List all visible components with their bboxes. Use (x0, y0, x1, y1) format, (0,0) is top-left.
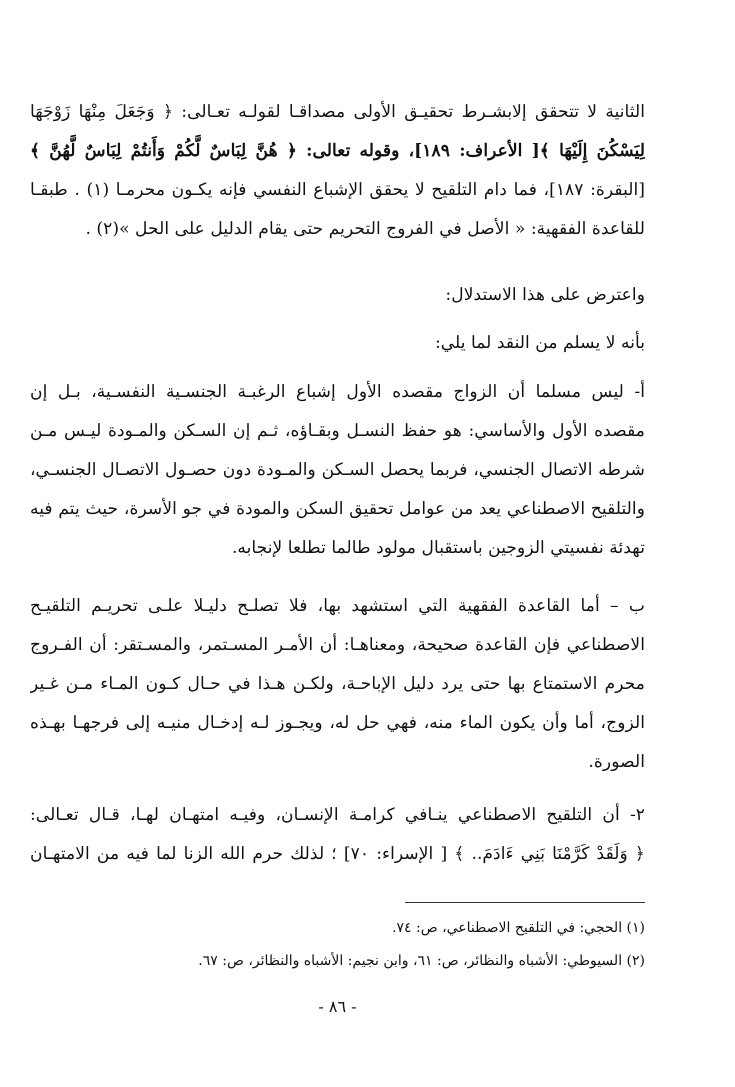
text-line: محرم الاستمتاع بها حتى يرد دليل الإباحـة، ولكـن هـذا في حـال كـون المـاء مـن غـير (30, 674, 645, 694)
text-line: ٢- أن التلقيح الاصطناعي ينـافي كرامـة الإنسـان، وفيـه امتهـان لهـا، قـال تعـالى: (30, 805, 645, 825)
text-line: والتلقيح الاصطناعي يعد من عوامل تحقيق السكن والمودة في جو الأسرة، حيث يتم فيه (30, 499, 645, 519)
text-line: واعترض على هذا الاستدلال: (445, 285, 645, 305)
text-line: تهدئة نفسيتي الزوجين باستقبال مولود طالما تطلعا لإنجابه. (231, 538, 645, 558)
text-line: الاصطناعي فإن القاعدة صحيحة، ومعناهـا: أن الأمـر المسـتمر، والمسـتقر: أن الفـروج (30, 635, 645, 655)
text-line: للقاعدة الفقهية: « الأصل في الفروج التحريم حتى يقام الدليل على الحل »(٢) . (85, 219, 645, 239)
text-line: شرطه الاتصال الجنسي، فربما يحصل السـكن والمـودة دون حصـول الاتصـال الجنسـي، (30, 460, 645, 480)
text-line: [البقرة: ١٨٧]، فما دام التلقيح لا يحقق الإشباع النفسي فإنه يكـون محرمـا (١) . طبقـا (30, 180, 645, 200)
footnote-divider (405, 902, 645, 903)
text-line: لِيَسْكُنَ إِلَيْهَا ﴾[ الأعراف: ١٨٩]، وقوله تعالى: ﴿ هُنَّ لِبَاسٌ لَّكُمْ وَأَنتُمْ لِبَاسٌ لَّهُنَّ ﴾ (30, 141, 645, 161)
text-line: الثانية لا تتحقق إلابشـرط تحقيـق الأولى مصداقـا لقولـه تعـالى: ﴿ وَجَعَلَ مِنْهَا زَوْجَهَا (30, 102, 645, 122)
footnote: (١) الحجي: في التلقيح الاصطناعي، ص: ٧٤. (392, 920, 645, 936)
text-line: أ- ليس مسلما أن الزواج مقصده الأول إشباع الرغبـة الجنسـية النفسـية، بـل إن (30, 382, 645, 402)
text-line: ﴿ وَلَقَدْ كَرَّمْنَا بَنِي ءَادَمَ.. ﴾ [ الإسراء: ٧٠] ؛ لذلك حرم الله الزنا لما فيه من الامتهـان (30, 844, 645, 864)
text-line: بأنه لا يسلم من النقد لما يلي: (434, 333, 645, 353)
text-line: الزوج، أما وأن يكون الماء منه، فهي حل له، ويجـوز لـه إدخـال منيـه إلى فرجهـا بهـذه (30, 713, 645, 733)
footnote: (٢) السيوطي: الأشباه والنظائر، ص: ٦١، وابن نجيم: الأشباه والنظائر، ص: ٦٧. (198, 953, 645, 969)
page-number: - ٨٦ - (318, 997, 357, 1016)
text-line: الصورة. (588, 752, 645, 772)
text-line: مقصده الأول والأساسي: هو حفظ النسـل وبقـاؤه، ثـم إن السـكن والمـودة ليـس مـن (30, 421, 645, 441)
text-line: ب – أما القاعدة الفقهية التي استشهد بها، فلا تصلـح دليـلا علـى تحريـم التلقيـح (30, 596, 645, 616)
